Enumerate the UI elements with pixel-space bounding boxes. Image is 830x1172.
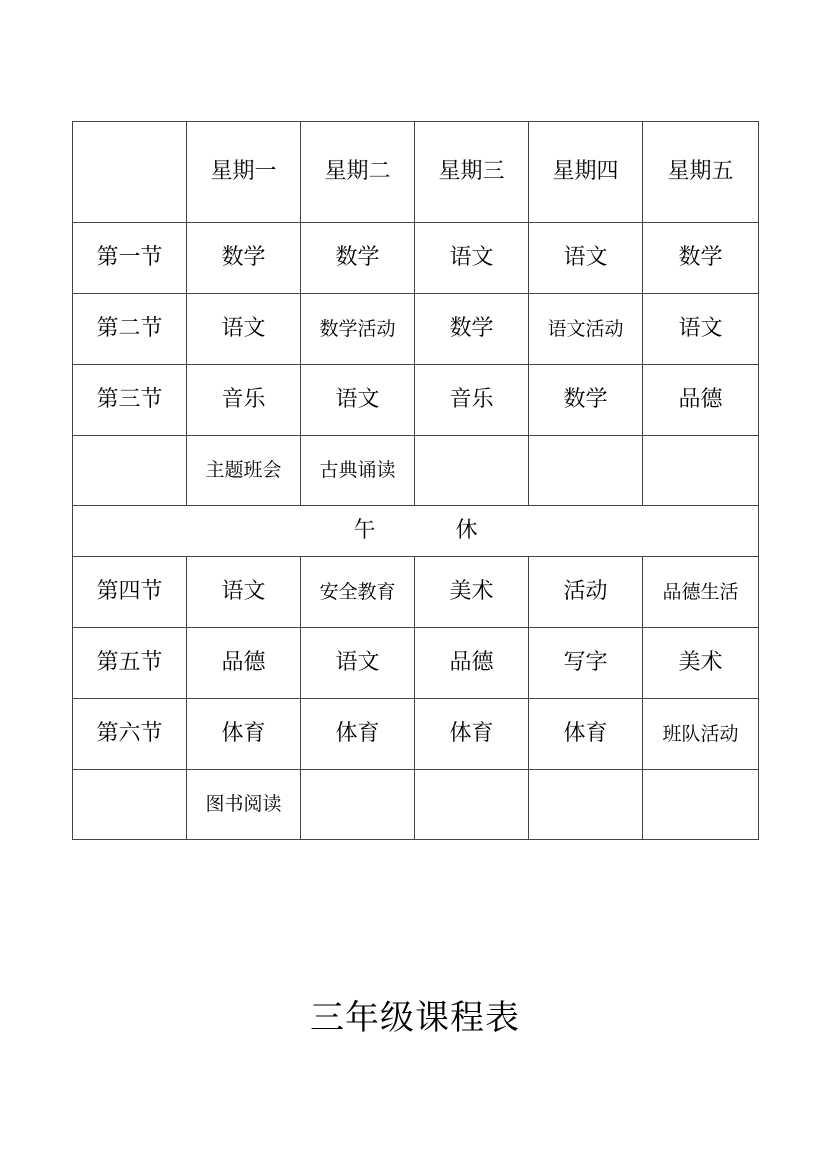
- course-cell: [301, 770, 415, 840]
- course-cell: 语文: [301, 628, 415, 699]
- day-header: 星期四: [529, 122, 643, 223]
- day-header: 星期三: [415, 122, 529, 223]
- course-cell: 音乐: [187, 365, 301, 436]
- period-label: [73, 770, 187, 840]
- course-cell: 美术: [415, 557, 529, 628]
- period-label: 第三节: [73, 365, 187, 436]
- course-cell: 主题班会: [187, 436, 301, 506]
- header-row: [73, 122, 759, 223]
- noon-char-2: 休: [455, 517, 478, 543]
- lesson-row-1: [73, 223, 759, 294]
- course-cell: 数学: [643, 223, 759, 294]
- course-cell: [643, 436, 759, 506]
- course-cell: 体育: [529, 699, 643, 770]
- course-cell: [529, 436, 643, 506]
- corner-cell: [73, 122, 187, 223]
- course-cell: 音乐: [415, 365, 529, 436]
- lesson-row-2: [73, 294, 759, 365]
- lesson-row-3: [73, 365, 759, 436]
- course-cell: 古典诵读: [301, 436, 415, 506]
- course-cell: 美术: [643, 628, 759, 699]
- document-title: 三年级课程表: [310, 998, 520, 1038]
- period-label: 第二节: [73, 294, 187, 365]
- noon-break-cell: [73, 506, 759, 557]
- period-label: [73, 436, 187, 506]
- course-cell: [415, 770, 529, 840]
- course-cell: 语文: [187, 294, 301, 365]
- course-cell: 体育: [187, 699, 301, 770]
- noon-break-row: [73, 506, 759, 557]
- day-header: 星期一: [187, 122, 301, 223]
- course-cell: 品德生活: [643, 557, 759, 628]
- course-cell: [415, 436, 529, 506]
- course-cell: 数学: [301, 223, 415, 294]
- course-cell: 数学活动: [301, 294, 415, 365]
- course-cell: 数学: [529, 365, 643, 436]
- lesson-row-5: [73, 628, 759, 699]
- lesson-row-4: [73, 557, 759, 628]
- course-cell: 语文活动: [529, 294, 643, 365]
- course-cell: 数学: [187, 223, 301, 294]
- day-header: [643, 122, 759, 223]
- course-cell: 语文: [187, 557, 301, 628]
- course-cell: 体育: [415, 699, 529, 770]
- course-cell: 体育: [301, 699, 415, 770]
- course-cell: 写字: [529, 628, 643, 699]
- day-header: 星期二: [301, 122, 415, 223]
- period-label: 第五节: [73, 628, 187, 699]
- course-cell: 语文: [643, 294, 759, 365]
- extra-row-afternoon: [73, 770, 759, 840]
- noon-char-1: 午: [353, 517, 376, 543]
- period-label: 第四节: [73, 557, 187, 628]
- course-cell: [529, 770, 643, 840]
- lesson-row-6: [73, 699, 759, 770]
- period-label: 第一节: [73, 223, 187, 294]
- day-header-text: 星期五: [667, 159, 734, 184]
- course-cell: 活动: [529, 557, 643, 628]
- period-label: 第六节: [73, 699, 187, 770]
- timetable: [72, 121, 759, 840]
- course-cell: 品德: [415, 628, 529, 699]
- course-cell: 安全教育: [301, 557, 415, 628]
- course-cell: 品德: [643, 365, 759, 436]
- course-cell: 语文: [529, 223, 643, 294]
- course-cell: 语文: [301, 365, 415, 436]
- course-cell: 数学: [415, 294, 529, 365]
- course-cell: 图书阅读: [187, 770, 301, 840]
- course-cell: 品德: [187, 628, 301, 699]
- course-cell: 语文: [415, 223, 529, 294]
- course-cell: 班队活动: [643, 699, 759, 770]
- extra-row-morning: [73, 436, 759, 506]
- course-cell: [643, 770, 759, 840]
